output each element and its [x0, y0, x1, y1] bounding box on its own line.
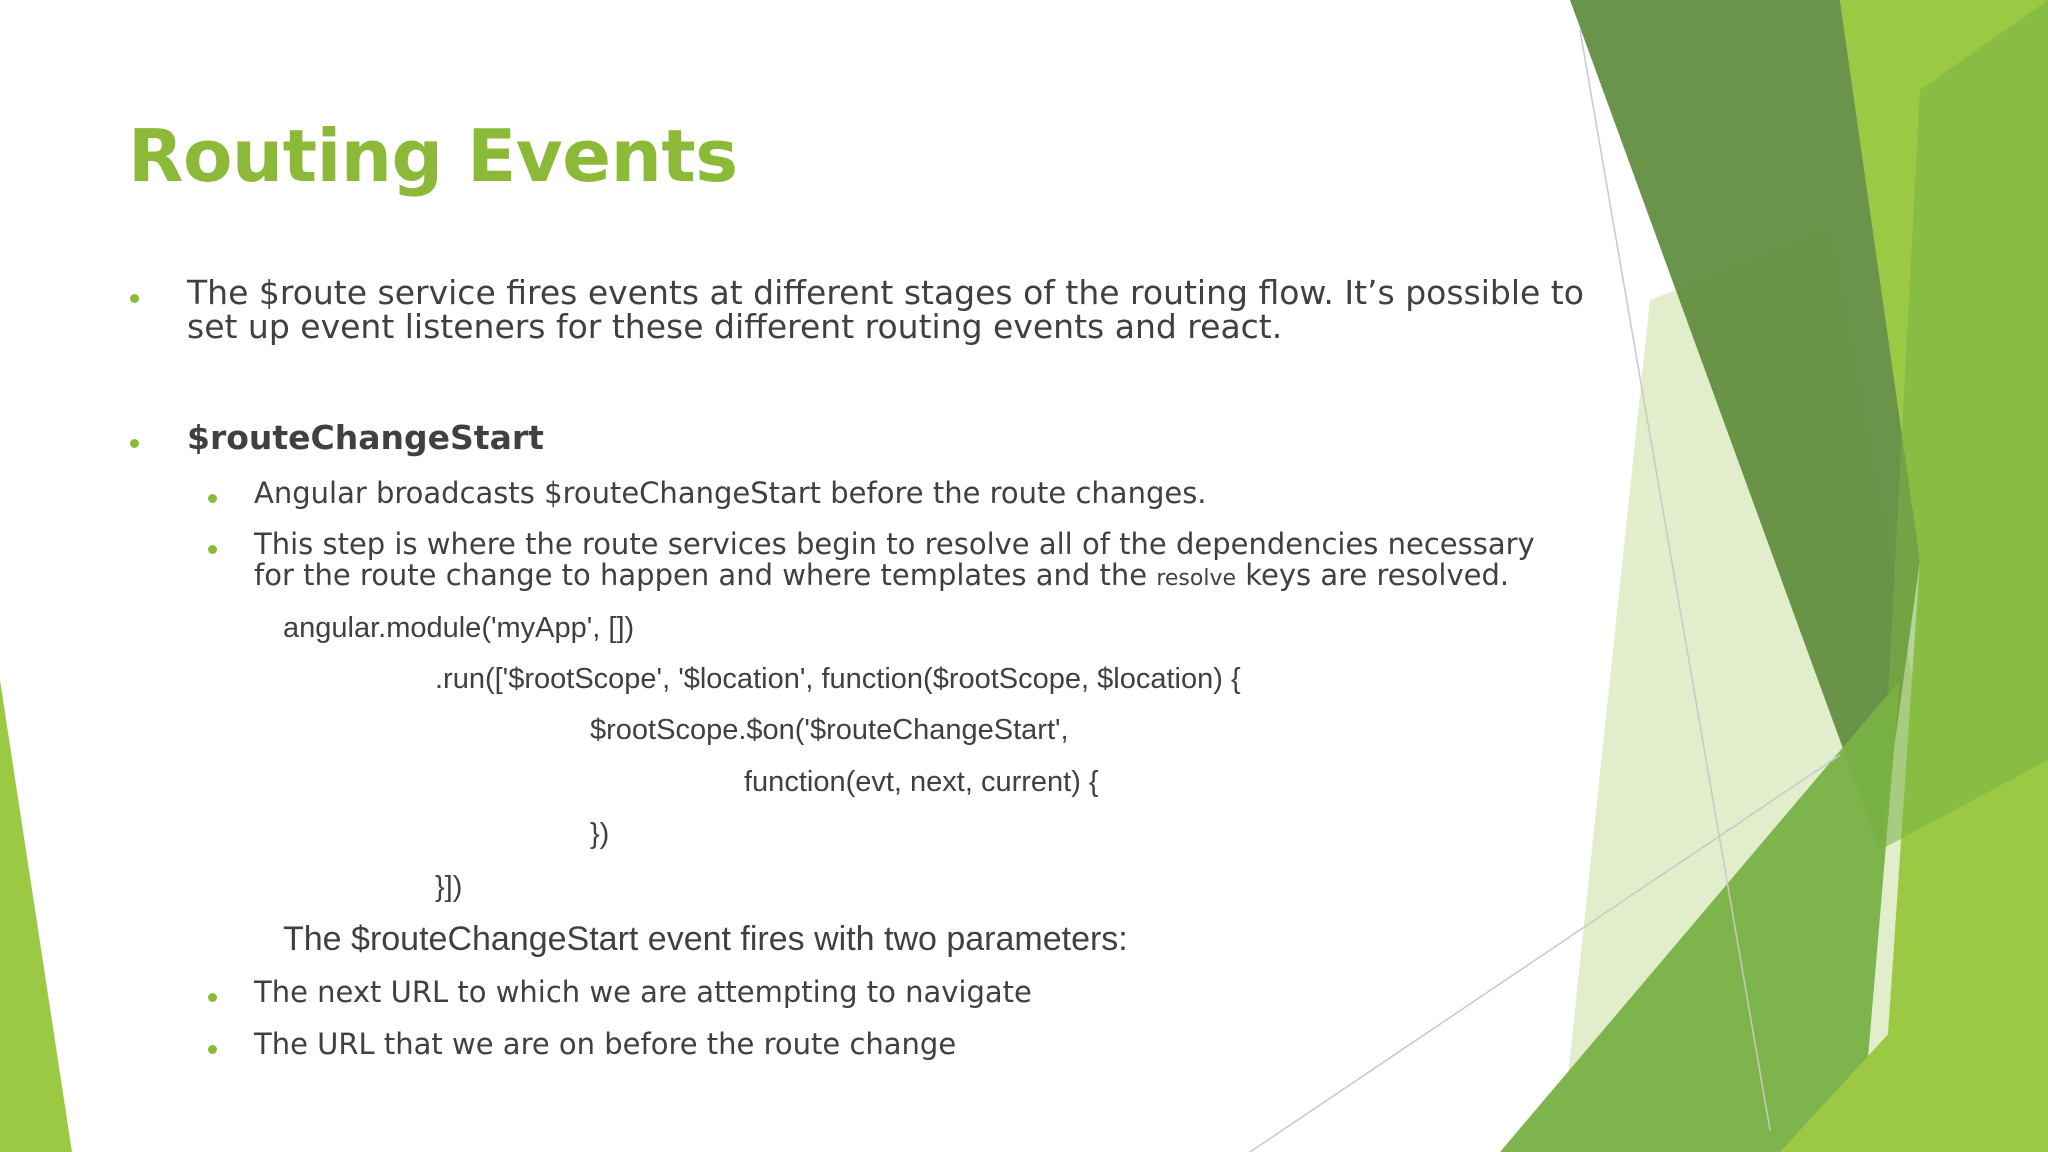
sub-bullet-2-text	[254, 529, 1574, 594]
bullet-dot	[208, 494, 217, 503]
inline-code-resolve: resolve	[1156, 566, 1237, 591]
sub-bullet-2-body: This step is where the route services begin to resolve all of the dependencies necessary for the route change to happen and where templates and the	[254, 527, 1535, 592]
bullet-dot	[208, 1045, 217, 1054]
code-line-6: }])	[435, 871, 463, 903]
slide-title: Routing Events	[128, 114, 738, 198]
bullet-dot	[130, 439, 139, 448]
code-line-1: angular.module('myApp', [])	[283, 612, 635, 644]
sub-bullet-1-text: Angular broadcasts $routeChangeStart before the route changes.	[254, 476, 1207, 510]
bullet-intro-text: The $route service fires events at different stages of the routing flow. It’s possible to set up event listeners for these different routing events and react.	[187, 273, 1584, 346]
code-line-5: })	[590, 818, 610, 850]
bullet-dot	[208, 545, 217, 554]
params-intro: The $routeChangeStart event fires with two parameters:	[283, 920, 1128, 958]
section-heading: $routeChangeStart	[187, 418, 544, 457]
bullet-dot	[208, 993, 217, 1002]
code-line-4: function(evt, next, current) {	[744, 766, 1099, 798]
sub-bullet-2-tail: keys are resolved.	[1245, 558, 1510, 592]
code-line-2: .run(['$rootScope', '$location', function($rootScope, $location) {	[435, 663, 1241, 695]
param-bullet-2-text: The URL that we are on before the route change	[254, 1027, 957, 1061]
code-line-3: $rootScope.$on('$routeChangeStart',	[590, 714, 1069, 746]
bullet-dot	[130, 294, 139, 303]
param-bullet-1-text: The next URL to which we are attempting to navigate	[254, 975, 1032, 1009]
